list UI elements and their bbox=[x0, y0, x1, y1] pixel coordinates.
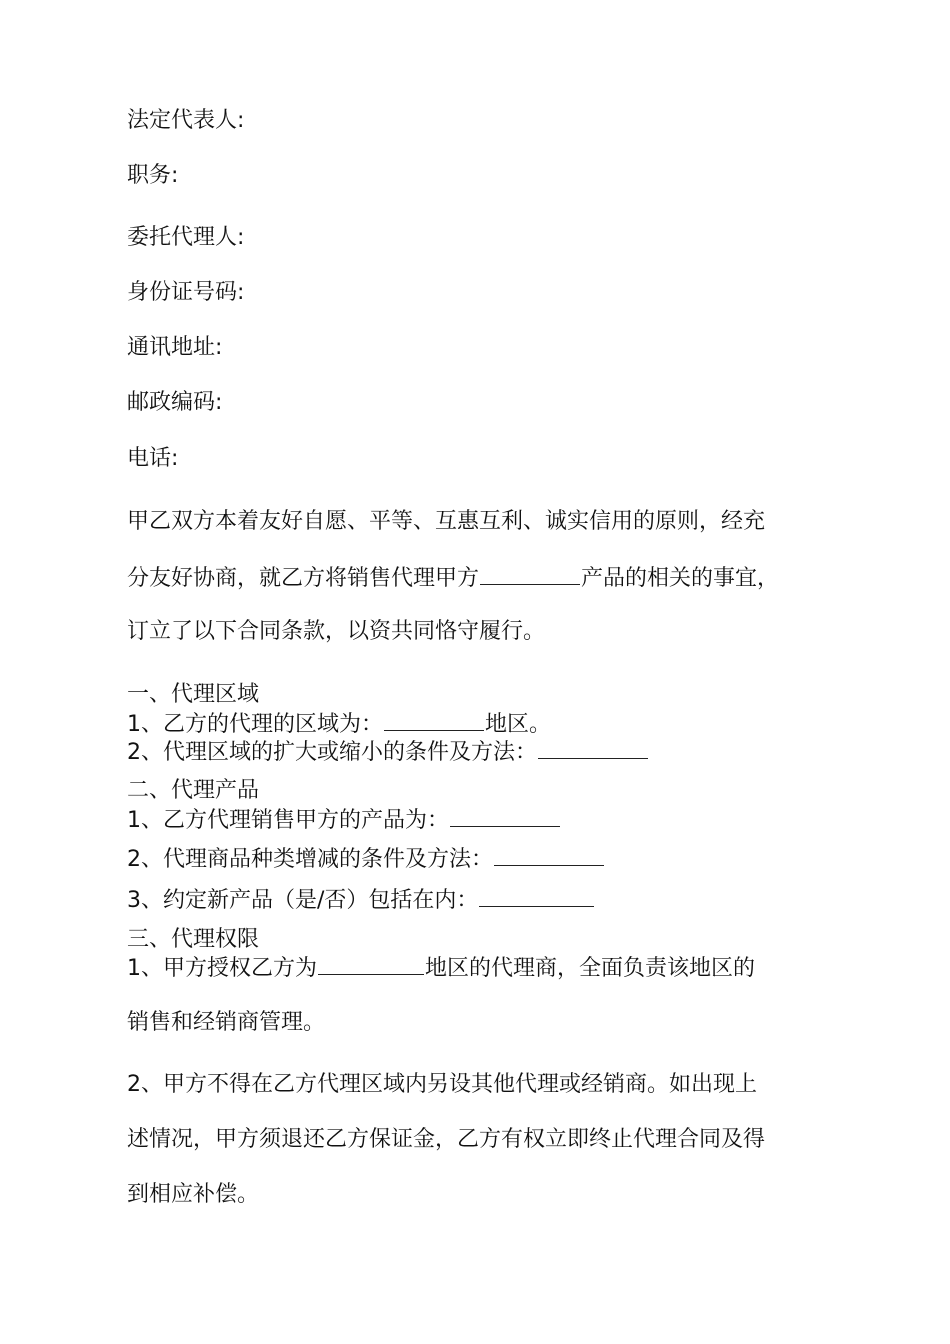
section2-item3 bbox=[127, 884, 595, 916]
products-blank[interactable] bbox=[450, 804, 560, 827]
section3-item1-text: 1、甲方授权乙方为 bbox=[127, 956, 317, 981]
section1-item2-text: 2、代理区域的扩大或缩小的条件及方法： bbox=[127, 740, 537, 765]
address-label: 通讯地址: bbox=[127, 335, 223, 360]
agent-label: 委托代理人: bbox=[127, 225, 245, 250]
legal-rep-label: 法定代表人: bbox=[127, 108, 245, 133]
intro-line-2-end: 产品的相关的事宜， bbox=[581, 566, 780, 591]
section2-item2 bbox=[127, 843, 605, 875]
intro-line-2 bbox=[127, 562, 779, 594]
intro-line-2-start: 分友好协商，就乙方将销售代理甲方 bbox=[127, 566, 480, 591]
id-number-label: 身份证号码: bbox=[127, 280, 245, 305]
authorized-region-blank[interactable] bbox=[318, 952, 424, 975]
product-change-blank[interactable] bbox=[494, 843, 604, 866]
section2-item1-text: 1、乙方代理销售甲方的产品为： bbox=[127, 808, 449, 833]
intro-line-1: 甲乙双方本着友好自愿、平等、互惠互利、诚实信用的原则，经充 bbox=[127, 509, 766, 534]
section1-item1-text: 1、乙方的代理的区域为： bbox=[127, 712, 383, 737]
region-change-blank[interactable] bbox=[538, 736, 648, 759]
section1-heading: 一、代理区域 bbox=[127, 682, 260, 707]
intro-line-3: 订立了以下合同条款，以资共同恪守履行。 bbox=[127, 619, 546, 644]
section3-heading: 三、代理权限 bbox=[127, 927, 260, 952]
phone-label: 电话: bbox=[127, 446, 179, 471]
section2-item1 bbox=[127, 804, 561, 836]
postcode-label: 邮政编码: bbox=[127, 390, 223, 415]
region-blank[interactable] bbox=[384, 708, 484, 731]
section3-item2-line-2: 述情况，甲方须退还乙方保证金，乙方有权立即终止代理合同及得 bbox=[127, 1127, 766, 1152]
new-product-blank[interactable] bbox=[479, 884, 594, 907]
section3-item1-cont: 销售和经销商管理。 bbox=[127, 1010, 326, 1035]
position-label: 职务: bbox=[127, 163, 179, 188]
section2-item3-text: 3、约定新产品（是/否）包括在内： bbox=[127, 888, 479, 913]
section3-item2-line-3: 到相应补偿。 bbox=[127, 1182, 260, 1207]
section3-item1-end: 地区的代理商，全面负责该地区的 bbox=[425, 956, 756, 981]
product-blank[interactable] bbox=[480, 562, 580, 585]
section2-item2-text: 2、代理商品种类增减的条件及方法： bbox=[127, 847, 493, 872]
section1-item1-end: 地区。 bbox=[485, 712, 552, 737]
section2-heading: 二、代理产品 bbox=[127, 778, 260, 803]
section1-item2 bbox=[127, 736, 649, 768]
section3-item2-line-1: 2、甲方不得在乙方代理区域内另设其他代理或经销商。如出现上 bbox=[127, 1072, 757, 1097]
section3-item1 bbox=[127, 952, 755, 984]
